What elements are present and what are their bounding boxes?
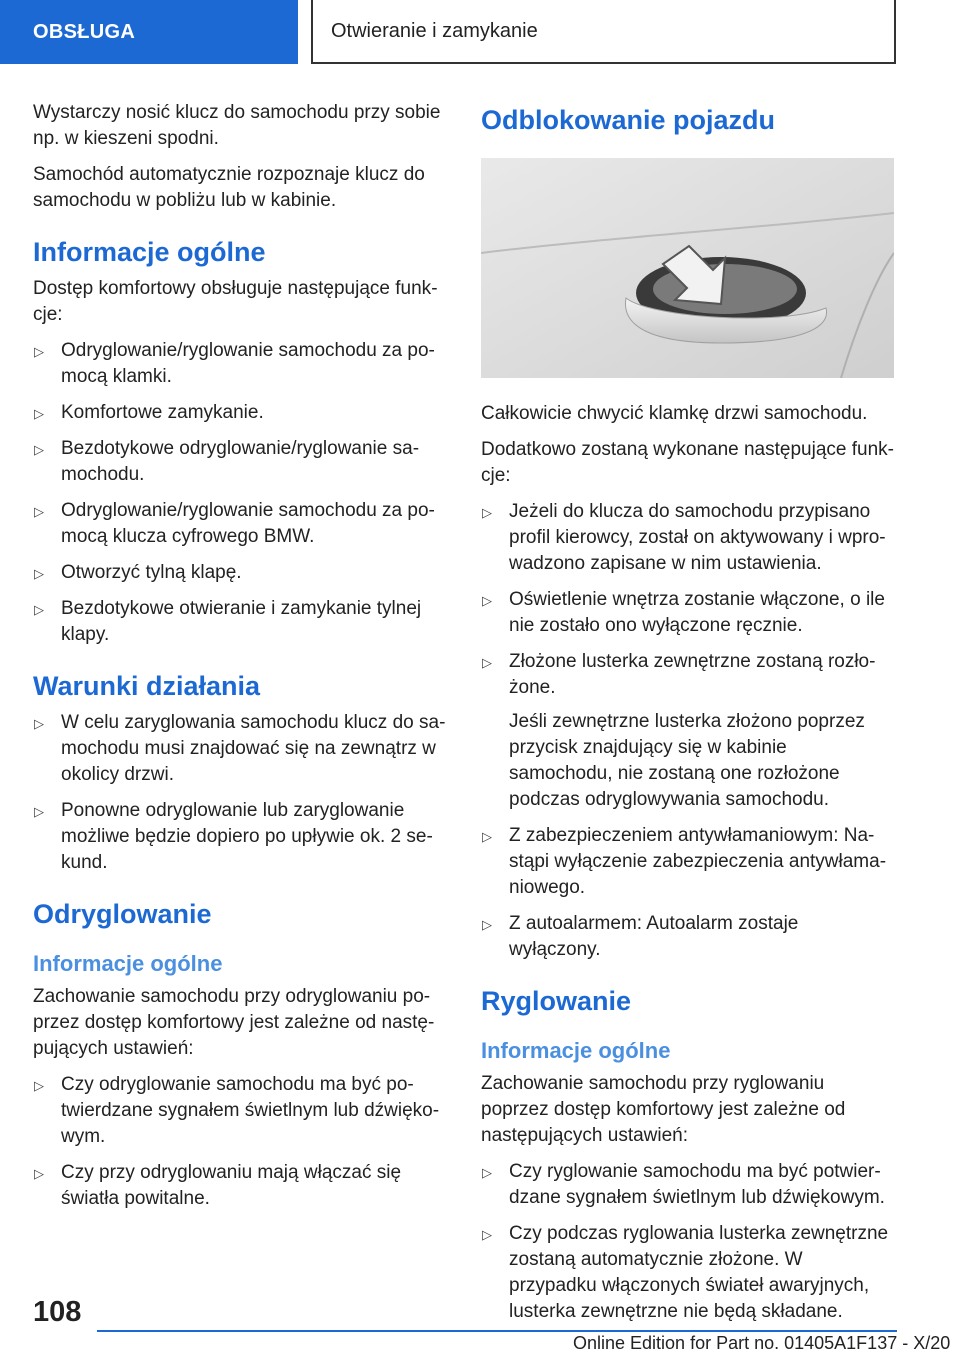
list-item: ▷ Czy odryglowanie samochodu ma być potwierdzane sygnałem świetlnym lub dźwiękowym. <box>34 1074 440 1147</box>
intro-paragraph: Samochód automatycznie rozpoznaje klucz do samochodu w pobliżu lub w kabinie. <box>33 164 425 211</box>
list-item: ▷ Bezdotykowe otwieranie i zamykanie tylnej klapy. <box>34 598 422 645</box>
footer-divider <box>97 1330 897 1332</box>
list-item: ▷ Otworzyć tylną klapę. <box>33 560 446 586</box>
bullet-list <box>33 338 446 648</box>
section-heading: Ryglowanie <box>481 986 632 1016</box>
list-item: ▷ Odryglowanie/ryglowanie samochodu za pomocą klamki. <box>34 340 435 387</box>
section-text: Dostęp komfortowy obsługuje następujące funkcje: <box>33 278 438 325</box>
list-item: ▷ Z autoalarmem: Autoalarm zostaje wyłączony. <box>482 913 799 960</box>
chapter-title: Otwieranie i zamykanie <box>331 19 538 42</box>
section-text: Zachowanie samochodu przy ryglowaniu poprzez dostęp komfortowy jest zależne od następujących ustawień: <box>481 1073 846 1146</box>
section-heading: Odryglowanie <box>33 899 212 929</box>
section-tab <box>0 0 298 64</box>
list-item-note: Jeśli zewnętrzne lusterka złożono poprzez przycisk znajdujący się w kabinie samochodu, nie zostaną one rozłożone podczas odryglowywania samochodu. <box>509 711 865 810</box>
triangle-bullet-icon: ▷ <box>34 406 44 421</box>
section-text: Zachowanie samochodu przy odryglowaniu poprzez dostęp komfortowy jest zależne od następujących ustawień: <box>33 986 435 1059</box>
figure-caption: Całkowicie chwycić klamkę drzwi samochodu. <box>481 403 868 424</box>
triangle-bullet-icon: ▷ <box>34 1166 44 1181</box>
list-item: ▷ Jeżeli do klucza do samochodu przypisano profil kierowcy, został on aktywowany i wprowadzono zapisane w nim ustawienia. <box>482 501 886 574</box>
chapter-header <box>311 0 896 64</box>
bullet-list <box>33 1072 446 1212</box>
page-number: 108 <box>33 1296 82 1328</box>
triangle-bullet-icon: ▷ <box>34 566 44 581</box>
list-item: ▷ W celu zaryglowania samochodu klucz do samochodu musi znajdować się na zewnątrz w okolicy drzwi. <box>34 712 446 785</box>
list-item: ▷ Komfortowe zamykanie. <box>33 400 446 426</box>
subsection-heading: Informacje ogólne <box>481 1038 671 1063</box>
section-heading: Warunki działania <box>33 671 261 701</box>
list-item: ▷ Czy przy odryglowaniu mają włączać się światła powitalne. <box>34 1162 402 1209</box>
list-item: ▷ Złożone lusterka zewnętrzne zostaną rozłożone. Jeśli zewnętrzne lusterka złożono poprzez przycisk znajdujący się w kabinie samochodu, nie zostaną one rozłożone podczas odryglowywania samochodu. <box>481 649 894 813</box>
list-item: ▷ Bezdotykowe odryglowanie/ryglowanie samochodu. <box>34 438 420 485</box>
section-label: OBSŁUGA <box>33 20 136 43</box>
triangle-bullet-icon: ▷ <box>34 1078 44 1093</box>
right-column <box>481 100 894 1335</box>
triangle-bullet-icon: ▷ <box>482 829 492 844</box>
triangle-bullet-icon: ▷ <box>34 804 44 819</box>
bullet-list <box>33 710 446 876</box>
section-heading: Odblokowanie pojazdu <box>481 105 776 135</box>
bullet-list <box>481 1159 894 1325</box>
left-column <box>33 100 446 1222</box>
footer-edition: Online Edition for Part no. 01405A1F137 - X/20 <box>573 1333 951 1353</box>
subsection-heading: Informacje ogólne <box>33 951 223 976</box>
triangle-bullet-icon: ▷ <box>482 655 492 670</box>
triangle-bullet-icon: ▷ <box>482 917 492 932</box>
list-item: ▷ Ponowne odryglowanie lub zaryglowanie możliwe będzie dopiero po upływie ok. 2 sekund. <box>34 800 433 873</box>
door-handle-illustration <box>481 158 894 378</box>
list-item: ▷ Oświetlenie wnętrza zostanie włączone, o ile nie zostało ono wyłączone ręcznie. <box>482 589 885 636</box>
intro-paragraph: Wystarczy nosić klucz do samochodu przy sobie np. w kieszeni spodni. <box>33 102 441 149</box>
triangle-bullet-icon: ▷ <box>482 505 492 520</box>
list-item: ▷ Z zabezpieczeniem antywłamaniowym: Nastąpi wyłączenie zabezpieczenia antywłamaniowego. <box>482 825 887 898</box>
list-item: ▷ Odryglowanie/ryglowanie samochodu za pomocą klucza cyfrowego BMW. <box>34 500 435 547</box>
triangle-bullet-icon: ▷ <box>482 1165 492 1180</box>
triangle-bullet-icon: ▷ <box>34 442 44 457</box>
triangle-bullet-icon: ▷ <box>34 716 44 731</box>
triangle-bullet-icon: ▷ <box>482 1227 492 1242</box>
bullet-list <box>481 499 894 963</box>
list-item: ▷ Czy ryglowanie samochodu ma być potwierdzane sygnałem świetlnym lub dźwiękowym. <box>482 1161 885 1208</box>
triangle-bullet-icon: ▷ <box>34 344 44 359</box>
triangle-bullet-icon: ▷ <box>34 504 44 519</box>
triangle-bullet-icon: ▷ <box>482 593 492 608</box>
section-text: Dodatkowo zostaną wykonane następujące funkcje: <box>481 439 894 486</box>
list-item: ▷ Czy podczas ryglowania lusterka zewnętrzne zostaną automatycznie złożone. W przypadku włączonych świateł awaryjnych, lusterka zewnętrzne nie będą składane. <box>482 1223 889 1322</box>
section-heading: Informacje ogólne <box>33 237 266 267</box>
triangle-bullet-icon: ▷ <box>34 602 44 617</box>
